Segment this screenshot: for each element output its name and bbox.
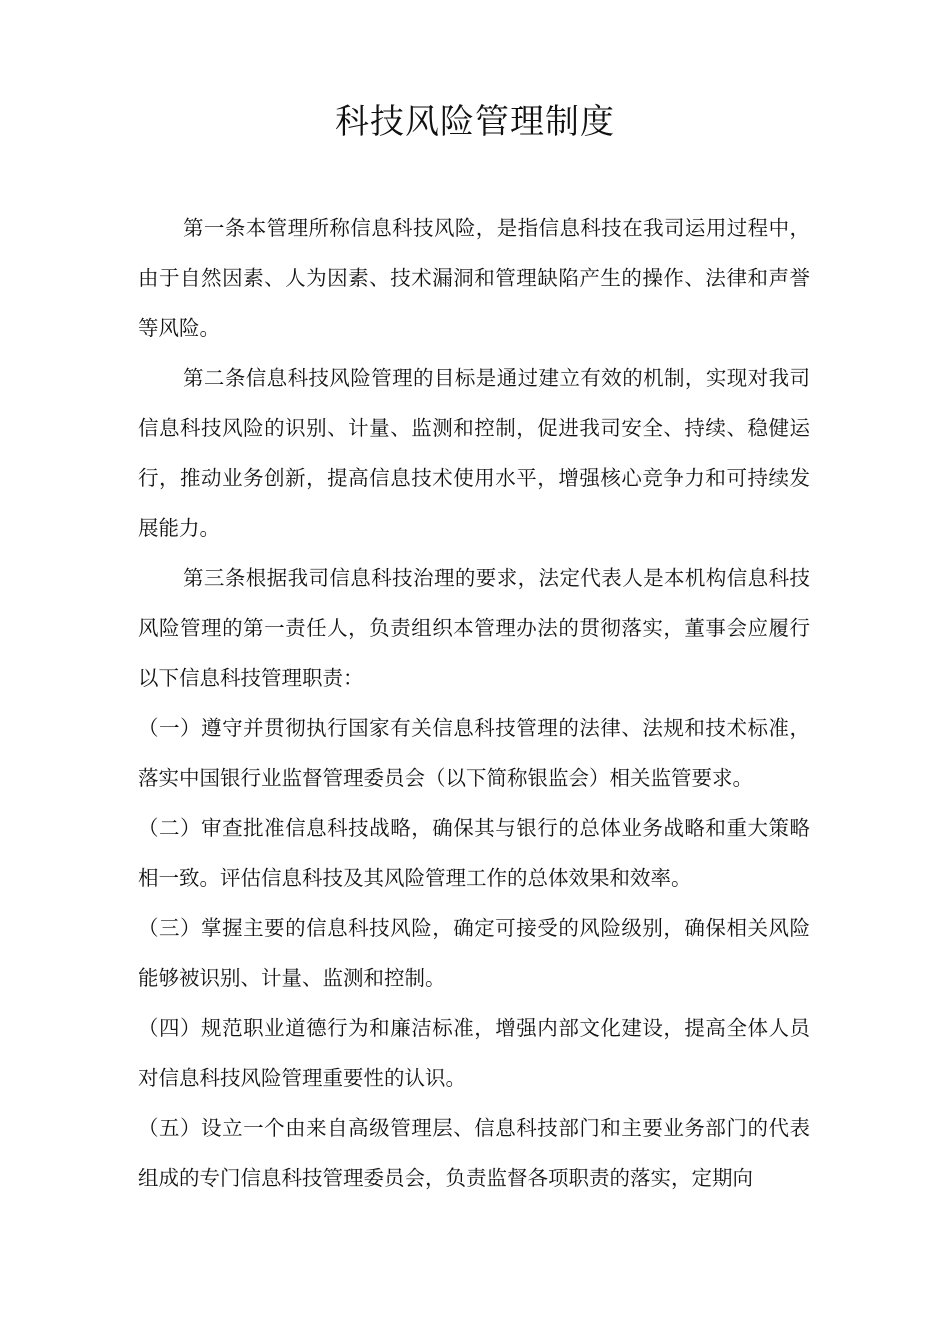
duty-item-3: （三）掌握主要的信息科技风险，确定可接受的风险级别，确保相关风险能够被识别、计量、监测和控制。 bbox=[138, 916, 810, 990]
document-body bbox=[138, 203, 810, 1203]
article-2-paragraph: 第二条信息科技风险管理的目标是通过建立有效的机制，实现对我司信息科技风险的识别、计量、监测和控制，促进我司安全、持续、稳健运行，推动业务创新，提高信息技术使用水平，增强核心竞争力和可持续发展能力。 bbox=[138, 366, 810, 540]
duty-item-5: （五）设立一个由来自高级管理层、信息科技部门和主要业务部门的代表组成的专门信息科技管理委员会，负责监督各项职责的落实，定期向 bbox=[138, 1116, 810, 1190]
duty-item-2: （二）审查批准信息科技战略，确保其与银行的总体业务战略和重大策略相一致。评估信息科技及其风险管理工作的总体效果和效率。 bbox=[138, 816, 810, 890]
duty-item-4: （四）规范职业道德行为和廉洁标准，增强内部文化建设，提高全体人员对信息科技风险管理重要性的认识。 bbox=[138, 1016, 810, 1090]
duty-item-1: （一）遵守并贯彻执行国家有关信息科技管理的法律、法规和技术标准，落实中国银行业监督管理委员会（以下简称银监会）相关监管要求。 bbox=[138, 716, 810, 790]
article-3-paragraph: 第三条根据我司信息科技治理的要求，法定代表人是本机构信息科技风险管理的第一责任人，负责组织本管理办法的贯彻落实，董事会应履行以下信息科技管理职责： bbox=[138, 566, 810, 690]
document-title: 科技风险管理制度 bbox=[335, 102, 615, 142]
article-1-paragraph: 第一条本管理所称信息科技风险，是指信息科技在我司运用过程中，由于自然因素、人为因素、技术漏洞和管理缺陷产生的操作、法律和声誉等风险。 bbox=[138, 216, 810, 340]
